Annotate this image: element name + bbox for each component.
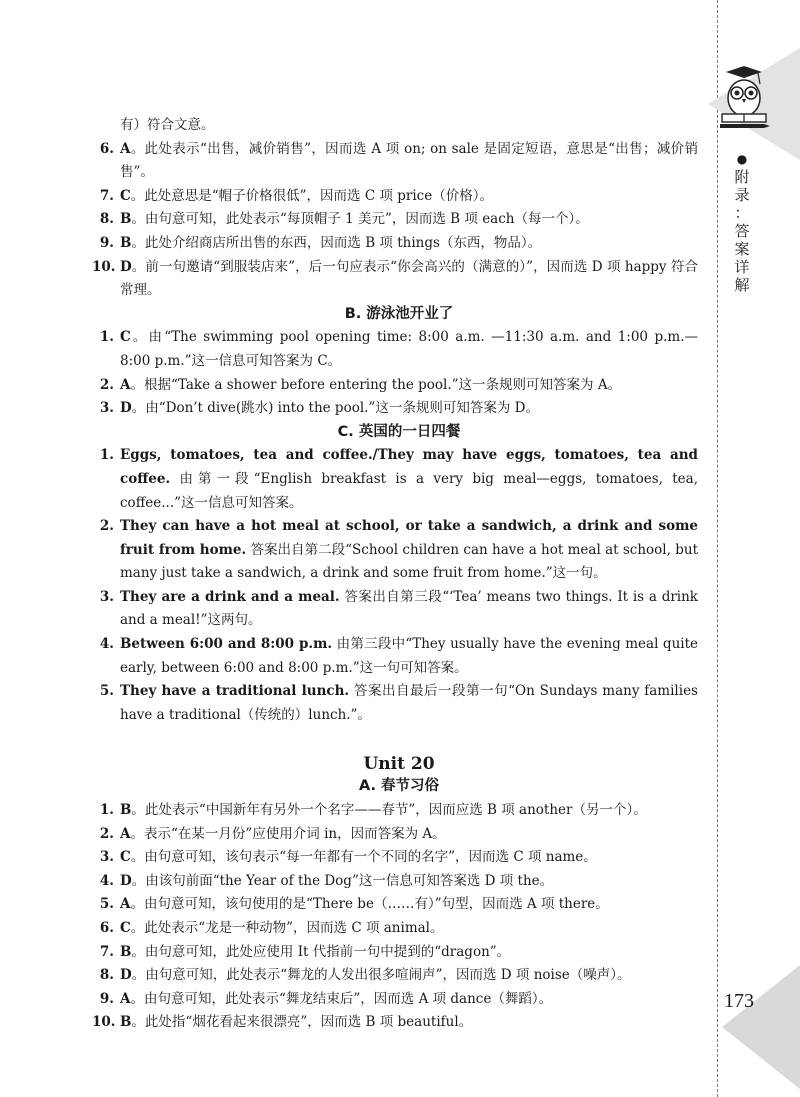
cut-line xyxy=(717,0,718,1097)
answer-item: 4. D。由该句前面“the Year of the Dog”这一信息可知答案选 D 项 the。 xyxy=(99,872,554,889)
answer-item: 1. C。由“The swimming pool opening time: 8:00 a.m. —11:30 a.m. and 1:00 p.m.—8:00 p.m.”这一信息可知答案为 C。 xyxy=(99,329,698,369)
side-char: 详 xyxy=(734,258,750,276)
side-char: 案 xyxy=(734,240,750,258)
section-title-c: C. 英国的一日四餐 xyxy=(337,423,461,440)
answer-item: 5. A。由句意可知，该句使用的是“There be（……有）”句型，因而选 A 项 there。 xyxy=(99,896,609,913)
answer-item: 3. C。由句意可知，该句表示“每一年都有一个不同的名字”，因而选 C 项 name。 xyxy=(99,849,597,866)
answer-item: 8. D。由句意可知，此处表示“舞龙的人发出很多喧闹声”，因而选 D 项 noise（噪声）。 xyxy=(99,967,631,984)
page-number: 173 xyxy=(724,990,754,1012)
answer-item: 2. They can have a hot meal at school, or take a sandwich, a drink and some fruit from home. 答案出自第二段“School children can have a hot meal at school, but many just take a sandwich, a drink and some fruit from home.”这一句。 xyxy=(99,518,698,582)
answer-item: 8. B。由句意可知，此处表示“每顶帽子 1 美元”，因而选 B 项 each（每一个）。 xyxy=(99,211,589,228)
answer-item: 9. B。此处介绍商店所出售的东西，因而选 B 项 things（东西，物品）。 xyxy=(99,234,542,251)
section-title-unit20-a: A. 春节习俗 xyxy=(358,778,440,795)
side-char: 答 xyxy=(734,222,750,240)
side-char: 录 xyxy=(734,186,750,204)
side-char: 解 xyxy=(734,276,750,294)
answer-item: 9. A。由句意可知，此处表示“舞龙结束后”，因而选 A 项 dance（舞蹈）。 xyxy=(99,990,553,1007)
side-char: ： xyxy=(734,204,750,222)
answer-item: 3. D。由“Don’t dive(跳水) into the pool.”这一条规则可知答案为 D。 xyxy=(99,400,539,417)
owl-reading-icon xyxy=(718,66,770,132)
answer-content xyxy=(92,114,699,1035)
answer-item: 2. A。表示“在某一月份”应使用介词 in，因而答案为 A。 xyxy=(99,825,446,842)
corner-triangle-bottom xyxy=(722,965,800,1089)
answer-item: 3. They are a drink and a meal. 答案出自第三段“‘Tea’ means two things. It is a drink and a meal!”这两句。 xyxy=(99,588,698,629)
answer-item: 6. A。此处表示“出售，减价销售”，因而选 A 项 on; on sale 是固定短语，意思是“出售；减价销售”。 xyxy=(99,140,698,181)
answer-item: 4. Between 6:00 and 8:00 p.m. 由第三段中“They usually have the evening meal quite early, between 6:00 and 8:00 p.m.”这一句可知答案。 xyxy=(99,636,699,676)
answer-item: 7. C。此处意思是“帽子价格很低”，因而选 C 项 price（价格）。 xyxy=(99,187,493,204)
answer-item: 7. B。由句意可知，此处应使用 It 代指前一句中提到的“dragon”。 xyxy=(99,943,511,960)
appendix-side-label xyxy=(727,150,757,295)
answer-item: 1. Eggs, tomatoes, tea and coffee./They may have eggs, tomatoes, tea and coffee. 由第一段“English breakfast is a very big meal—eggs, tomatoes, tea, coffee...”这一信息可知答案。 xyxy=(99,447,698,511)
bullet-dot: ● xyxy=(736,152,748,166)
section-title-b: B. 游泳池开业了 xyxy=(344,305,454,322)
answer-item: 10. D。前一句邀请“到服装店来”，后一句应表示“你会高兴的（满意的）”，因而选 D 项 happy 符合常理。 xyxy=(92,258,698,299)
answer-item: 2. A。根据“Take a shower before entering the pool.”这一条规则可知答案为 A。 xyxy=(99,376,622,393)
side-char: 附 xyxy=(734,168,750,186)
unit-title: Unit 20 xyxy=(363,754,435,775)
answer-item: 1. B。此处表示“中国新年有另外一个名字——春节”，因而应选 B 项 another（另一个）。 xyxy=(99,802,647,819)
continuation-text: 有）符合文意。 xyxy=(120,117,215,133)
answer-item: 10. B。此处指“烟花看起来很漂亮”，因而选 B 项 beautiful。 xyxy=(92,1014,473,1031)
answer-item: 6. C。此处表示“龙是一种动物”，因而选 C 项 animal。 xyxy=(99,920,444,936)
answer-item: 5. They have a traditional lunch. 答案出自最后一段第一句“On Sundays many families have a traditional（传统的）lunch.”。 xyxy=(99,683,698,723)
